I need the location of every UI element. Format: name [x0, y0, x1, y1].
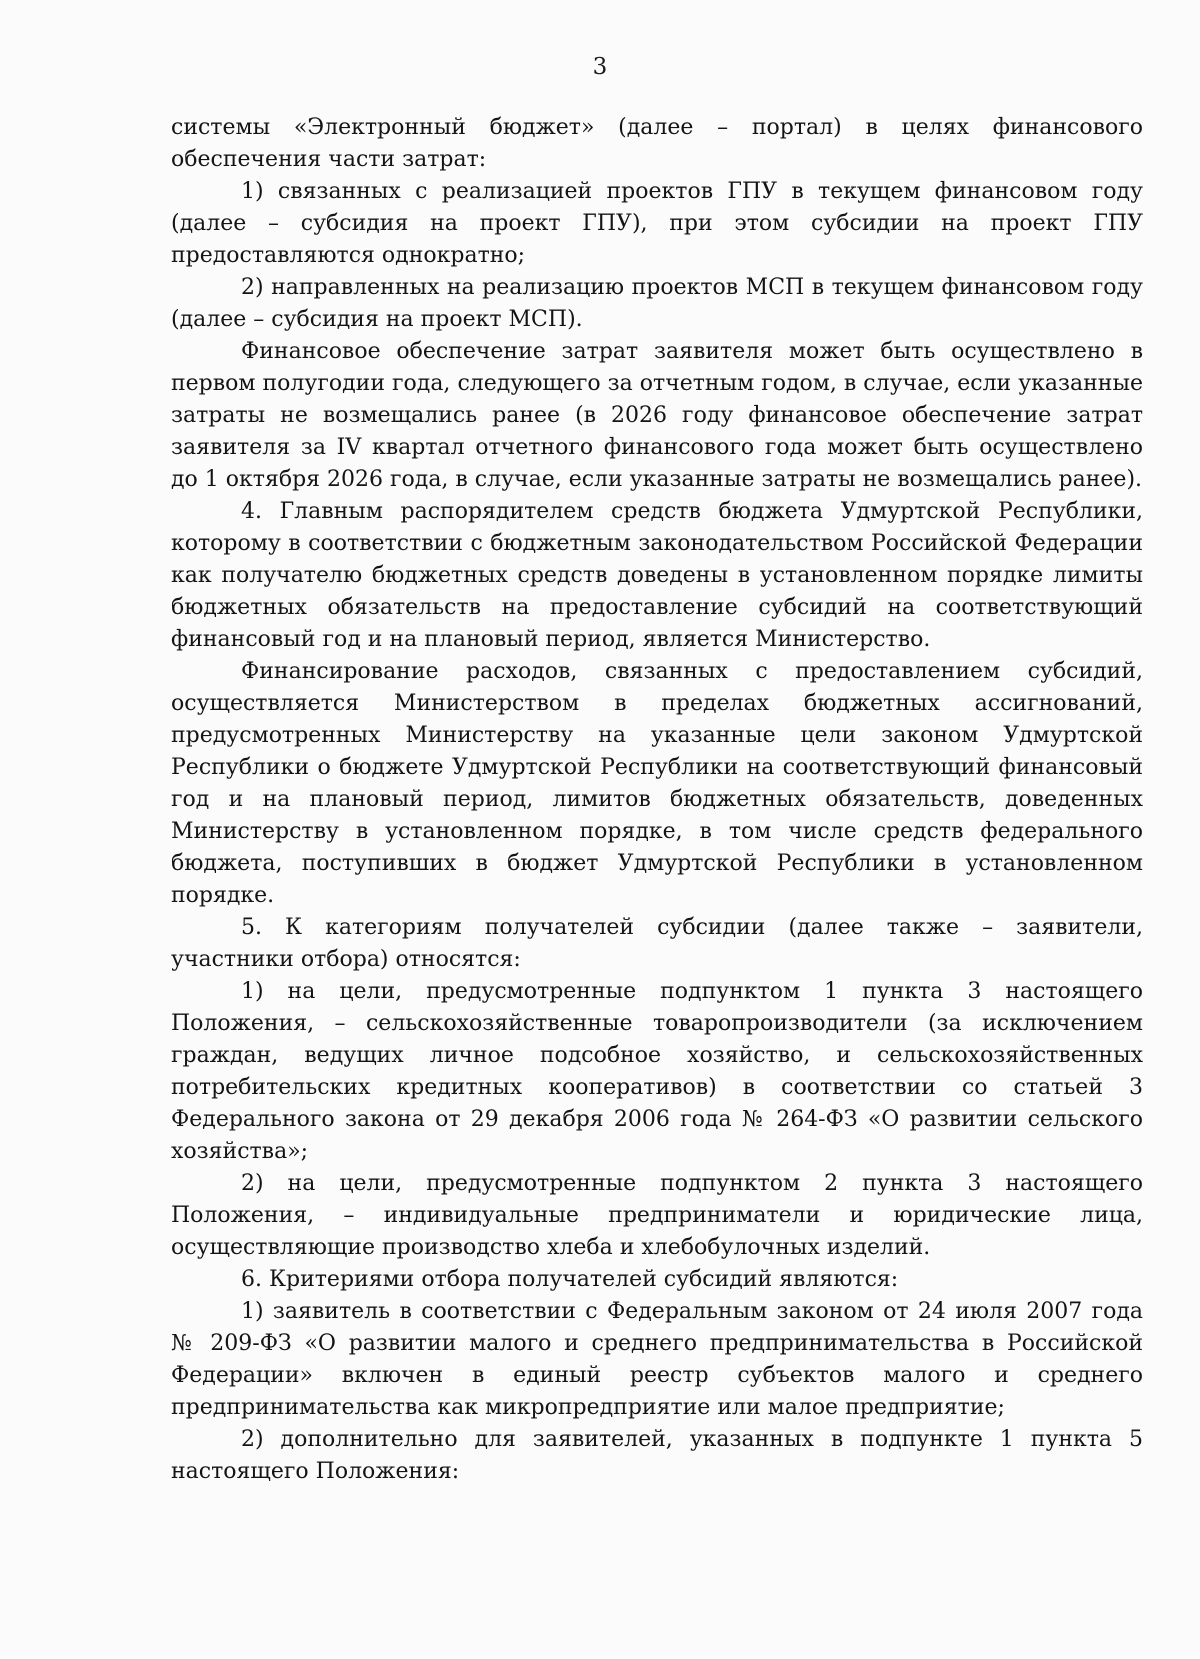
paragraph-item-5: 5. К категориям получателей субсидии (далее также – заявители, участники отбора) относятся:	[171, 915, 1143, 972]
paragraph-item-6-sub-1: 1) заявитель в соответствии с Федеральным законом от 24 июля 2007 года № 209-ФЗ «О развитии малого и среднего предпринимательства в Российской Федерации» включен в единый реестр субъектов малого и среднего предпринимательства как микропредприятие или малое предприятие;	[171, 1299, 1143, 1420]
paragraph-item-4: 4. Главным распорядителем средств бюджета Удмуртской Республики, которому в соответствии с бюджетным законодательством Российской Федерации как получателю бюджетных средств доведены в установленном порядке лимиты бюджетных обязательств на предоставление субсидий на соответствующий финансовый год и на плановый период, является Министерство.	[171, 499, 1143, 652]
paragraph-item-6: 6. Критериями отбора получателей субсидий являются:	[241, 1267, 899, 1292]
paragraph-financing-period: Финансовое обеспечение затрат заявителя может быть осуществлено в первом полугодии года, следующего за отчетным годом, в случае, если указанные затраты не возмещались ранее (в 2026 году финансовое обеспечение затрат заявителя за IV квартал отчетного финансового года может быть осуществлено до 1 октября 2026 года, в случае, если указанные затраты не возмещались ранее).	[171, 339, 1143, 492]
paragraph-item-5-sub-1: 1) на цели, предусмотренные подпунктом 1 пункта 3 настоящего Положения, – сельскохозяйственные товаропроизводители (за исключением граждан, ведущих личное подсобное хозяйство, и сельскохозяйственных потребительских кредитных кооперативов) в соответствии со статьей 3 Федерального закона от 29 декабря 2006 года № 264-ФЗ «О развитии сельского хозяйства»;	[171, 979, 1143, 1164]
page-number: 3	[592, 54, 608, 80]
paragraph-continuation: системы «Электронный бюджет» (далее – портал) в целях финансового обеспечения части затрат:	[171, 115, 1143, 172]
paragraph-subitem-1-gpu: 1) связанных с реализацией проектов ГПУ в текущем финансовом году (далее – субсидия на проект ГПУ), при этом субсидии на проект ГПУ предоставляются однократно;	[171, 179, 1143, 268]
paragraph-item-5-sub-2: 2) на цели, предусмотренные подпунктом 2 пункта 3 настоящего Положения, – индивидуальные предприниматели и юридические лица, осуществляющие производство хлеба и хлебобулочных изделий.	[171, 1171, 1143, 1260]
document-body	[171, 112, 1143, 1488]
paragraph-subitem-2-msp: 2) направленных на реализацию проектов МСП в текущем финансовом году (далее – субсидия на проект МСП).	[171, 275, 1143, 332]
paragraph-item-6-sub-2: 2) дополнительно для заявителей, указанных в подпункте 1 пункта 5 настоящего Положения:	[171, 1427, 1143, 1484]
paragraph-financing-expenses: Финансирование расходов, связанных с предоставлением субсидий, осуществляется Министерством в пределах бюджетных ассигнований, предусмотренных Министерству на указанные цели законом Удмуртской Республики о бюджете Удмуртской Республики на соответствующий финансовый год и на плановый период, лимитов бюджетных обязательств, доведенных Министерству в установленном порядке, в том числе средств федерального бюджета, поступивших в бюджет Удмуртской Республики в установленном порядке.	[171, 659, 1143, 908]
